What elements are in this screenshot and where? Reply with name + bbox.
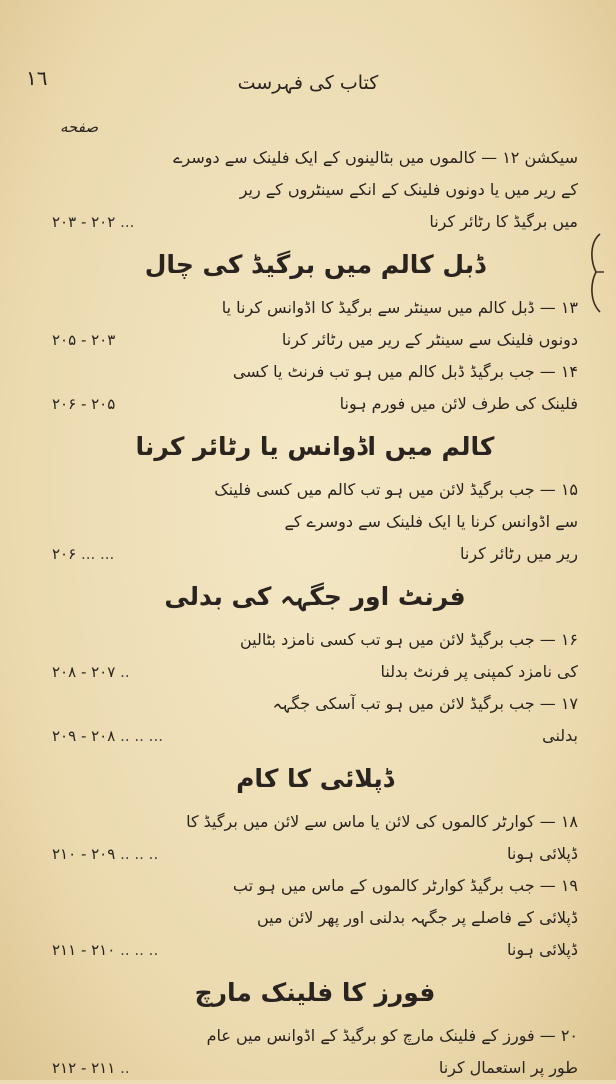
page-range: ۲۰۳ - ۲۰۲ [52, 213, 116, 231]
section-heading: فرنٹ اور جگہہ کی بدلی [164, 582, 466, 611]
toc-entry [52, 1020, 578, 1084]
leader-dots: .. [115, 663, 130, 681]
toc-entry-pages [52, 324, 115, 356]
toc-entry [52, 624, 578, 688]
toc-entry-line: ۱۴ — جب برگیڈ ڈبل کالم میں ہو تب فرنٹ یا کسی [232, 362, 578, 381]
toc-entry-pages [52, 206, 134, 238]
toc-entry-line: ۱۵ — جب برگیڈ لائن میں ہو تب کالم میں کسی فلینک [214, 480, 578, 499]
toc-entry-line: کی نامزد کمپنی پر فرنٹ بدلنا [380, 662, 578, 681]
toc-entry [52, 474, 578, 570]
toc-entry-pages [52, 388, 115, 420]
section-heading: فورز کا فلینک مارچ [194, 978, 436, 1007]
toc-entry-line: ڈپلائی ہونا [507, 940, 578, 959]
page-column-label: صفحه [60, 118, 99, 136]
leader-dots: ... ... [76, 545, 115, 563]
leader-dots: .. .. .. [115, 845, 159, 863]
toc-entry-line: ۱۷ — جب برگیڈ لائن میں ہو تب آسکی جگہہ [272, 694, 578, 713]
section-heading: ڈبل کالم میں برگیڈ کی چال [144, 250, 486, 279]
page-range: ۲۰۵ - ۲۰۳ [52, 331, 116, 349]
toc-entry-line: ریر میں رٹائر کرنا [460, 544, 578, 563]
section-heading: کالم میں اڈوانس یا رٹائر کرنا [135, 432, 495, 461]
toc-entry-line: ۲۰ — فورز کے فلینک مارچ کو برگیڈ کے اڈوانس میں عام [206, 1026, 578, 1045]
toc-entry [52, 292, 578, 356]
section-heading: ڈپلائی کا کام [236, 764, 394, 793]
toc-entry [52, 870, 578, 966]
leader-dots: .. [115, 1059, 130, 1077]
toc-entry-line: ۱۳ — ڈبل کالم میں سینٹر سے برگیڈ کا اڈوانس کرنا یا [221, 298, 578, 317]
toc-entry-line: سے اڈوانس کرنا یا ایک فلینک سے دوسرے کے [284, 512, 578, 531]
toc-entry-line: فلینک کی طرف لائن میں فورم ہونا [339, 394, 578, 413]
page-number: ١٦ [26, 66, 48, 90]
toc-entry-line: سیکشن ۱۲ — کالموں میں بٹالینوں کے ایک فلینک سے دوسرے [173, 148, 578, 167]
toc-entry-pages [52, 934, 158, 966]
toc-entry-pages [52, 538, 114, 570]
leader-dots: .. .. ... [115, 727, 163, 745]
running-title: کتاب کی فہرست [237, 72, 379, 94]
toc-entry-line: ڈپلائی کے فاصلے پر جگہہ بدلنی اور پھر لائن میں [257, 908, 578, 927]
toc-entry-pages [52, 720, 163, 752]
toc-entry-line: کے ریر میں یا دونوں فلینک کے انکے سینٹروں کے ریر [239, 180, 578, 199]
page-range: ۲۰۶ - ۲۰۵ [52, 395, 116, 413]
page-range: ۲۱۲ - ۲۱۱ [52, 1059, 116, 1077]
page-range: ۲۰۸ - ۲۰۷ [52, 663, 116, 681]
toc-entry-line: دونوں فلینک سے سینٹر کے ریر میں رٹائر کرنا [281, 330, 578, 349]
toc-entry-line: میں برگیڈ کا رٹائر کرنا [429, 212, 578, 231]
table-of-contents [52, 142, 578, 1084]
page-range: ۲۱۰ - ۲۰۹ [52, 845, 116, 863]
toc-entry [52, 688, 578, 752]
toc-entry-line: ڈپلائی ہونا [507, 844, 578, 863]
toc-entry-line: ۱۸ — کوارٹر کالموں کی لائن یا ماس سے لائن میں برگیڈ کا [186, 812, 578, 831]
toc-entry-line: طور پر استعمال کرنا [438, 1058, 578, 1077]
leader-dots: .. .. .. [115, 941, 159, 959]
toc-entry-pages [52, 1052, 130, 1084]
toc-entry-line: ۱۶ — جب برگیڈ لائن میں ہو تب کسی نامزد بٹالین [239, 630, 578, 649]
leader-dots: ... [115, 213, 135, 231]
page-range: ۲۰۶ [52, 545, 77, 563]
toc-entry [52, 806, 578, 870]
toc-entry-pages [52, 656, 130, 688]
page-range: ۲۰۹ - ۲۰۸ [52, 727, 116, 745]
toc-entry-line: ۱۹ — جب برگیڈ کوارٹر کالموں کے ماس میں ہو تب [232, 876, 578, 895]
margin-bracket-mark [584, 232, 606, 314]
toc-entry [52, 142, 578, 238]
toc-entry [52, 356, 578, 420]
page-range: ۲۱۱ - ۲۱۰ [52, 941, 116, 959]
toc-entry-pages [52, 838, 158, 870]
toc-entry-line: بدلنی [542, 726, 578, 745]
